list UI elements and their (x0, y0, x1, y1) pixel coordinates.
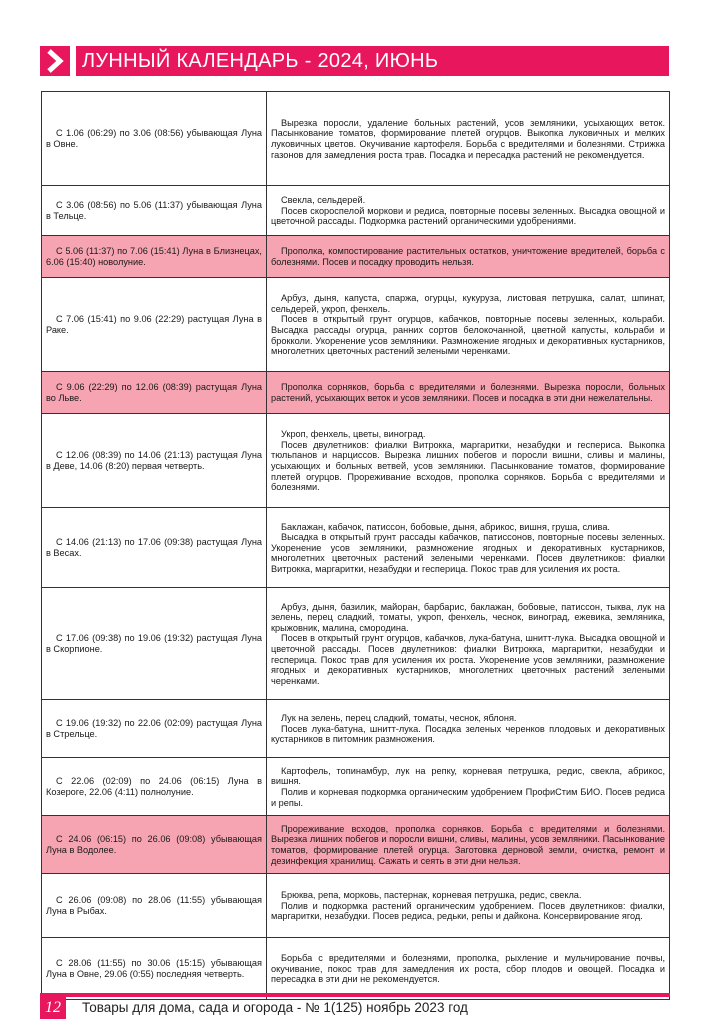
moon-period-cell: С 1.06 (06:29) по 3.06 (08:56) убывающая Луна в Овне. (42, 92, 267, 186)
moon-period-cell: С 3.06 (08:56) по 5.06 (11:37) убывающая Луна в Тельце. (42, 186, 267, 236)
recommendation-text: Картофель, топинамбур, лук на репку, корневая петрушка, редис, свекла, абрикос, вишня. (271, 765, 665, 787)
garden-work-cell (267, 92, 670, 186)
garden-work-cell (267, 816, 670, 874)
recommendation-text: Прореживание всходов, прополка сорняков. Борьба с вредителями и болезнями. Вырезка лишних побегов и поросли вишни, сливы, малины, усов земляники. Пасынкование томатов, формирование плетей огурца. Заготовка дерновой земли, очистка, ремонт и дезинфекция хранилищ. Сажать и сеять в эти дни нельзя. (271, 823, 665, 866)
calendar-row (42, 700, 670, 758)
recommendation-text: Арбуз, дыня, базилик, майоран, барбарис, баклажан, бобовые, патиссон, тыква, лук на зелень, перец сладкий, томаты, укроп, фенхель, чеснок, виноград, ежевика, земляника, крыжовник, малина, смородина. (271, 601, 665, 633)
calendar-row (42, 874, 670, 938)
calendar-row (42, 186, 670, 236)
recommendation-text: Полив и подкормка растений органическим удобрением. Посев двулетников: фиалки, маргаритки, незабудки. Посев редиса, редьки, репы и дайкона. Консервирование ягод. (271, 900, 665, 922)
recommendation-text: Свекла, сельдерей. (281, 195, 366, 206)
footer-publication-title: Товары для дома, сада и огорода - № 1(125) ноябрь 2023 год (82, 1000, 468, 1015)
moon-period-cell: С 5.06 (11:37) по 7.06 (15:41) Луна в Близнецах, 6.06 (15:40) новолуние. (42, 236, 267, 278)
recommendation-text: Прополка сорняков, борьба с вредителями и болезнями. Вырезка поросли, больных растений, усыхающих веток и усов земляники. Посев и посадка в эти дни нежелательны. (271, 382, 665, 403)
garden-work-cell (267, 236, 670, 278)
moon-period-cell: С 12.06 (08:39) по 14.06 (21:13) растущая Луна в Деве, 14.06 (8:20) первая четверть. (42, 414, 267, 508)
recommendation-text: Борьба с вредителями и болезнями, прополка, рыхление и мульчирование почвы, окучивание, покос трав для замедления их роста, сбор плодов и овощей. Посадка и пересадка в эти дни не рекомендуется. (271, 953, 665, 985)
recommendation-text: Посев лука-батуна, шнитт-лука. Посадка зеленых черенков плодовых и декоративных кустарников в питомник размножения. (271, 723, 665, 745)
moon-period-cell: С 9.06 (22:29) по 12.06 (08:39) растущая Луна во Льве. (42, 372, 267, 414)
moon-period-cell: С 26.06 (09:08) по 28.06 (11:55) убывающая Луна в Рыбах. (42, 874, 267, 938)
lunar-calendar-table (41, 91, 670, 1000)
calendar-row (42, 278, 670, 372)
page-number: 12 (40, 997, 66, 1019)
garden-work-cell (267, 874, 670, 938)
recommendation-text: Прополка, компостирование растительных остатков, уничтожение вредителей, борьба с болезнями. Посев и посадку проводить нельзя. (271, 246, 665, 267)
recommendation-text: Полив и корневая подкормка органическим удобрением ПрофиСтим БИО. Посев редиса и репы. (271, 787, 665, 808)
calendar-row (42, 372, 670, 414)
recommendation-text: Лук на зелень, перец сладкий, томаты, чеснок, яблоня. (281, 713, 517, 724)
calendar-row (42, 92, 670, 186)
calendar-row (42, 588, 670, 700)
moon-period-cell: С 24.06 (06:15) по 26.06 (09:08) убывающая Луна в Водолее. (42, 816, 267, 874)
recommendation-text: Посев в открытый грунт огурцов, кабачков, лука-батуна, шнитт-лука. Высадка овощной и цветочной рассады. Посев двулетников: фиалки Витрокка, маргаритки, незабудки и гесперица. Покос трав для усиления их роста. Укоренение усов земляники, размножение ягодных и декоративных кустарников, многолетних цветочных растений зелеными черенками. (271, 633, 665, 686)
garden-work-cell (267, 508, 670, 588)
calendar-row (42, 758, 670, 816)
moon-period-cell: С 7.06 (15:41) по 9.06 (22:29) растущая Луна в Раке. (42, 278, 267, 372)
moon-period-cell: С 28.06 (11:55) по 30.06 (15:15) убывающая Луна в Овне, 29.06 (0:55) последняя четверть. (42, 938, 267, 1000)
footer-divider (40, 993, 670, 997)
garden-work-cell (267, 588, 670, 700)
page-title: ЛУННЫЙ КАЛЕНДАРЬ - 2024, ИЮНЬ (76, 46, 669, 76)
garden-work-cell (267, 700, 670, 758)
calendar-row (42, 508, 670, 588)
recommendation-text: Укроп, фенхель, цветы, виноград. (281, 429, 426, 440)
calendar-row (42, 816, 670, 874)
moon-period-cell: С 22.06 (02:09) по 24.06 (06:15) Луна в Козероге, 22.06 (4:11) полнолуние. (42, 758, 267, 816)
moon-period-cell: С 17.06 (09:38) по 19.06 (19:32) растущая Луна в Скорпионе. (42, 588, 267, 700)
garden-work-cell (267, 278, 670, 372)
garden-work-cell (267, 186, 670, 236)
recommendation-text: Посев в открытый грунт огурцов, кабачков, повторные посевы зеленных, кольраби. Высадка рассады огурца, ранних сортов белокочанной, цветной капусты, кольраби и брокколи. Укоренение усов земляники. Размножение ягодных и декоративных кустарников, многолетних цветочных растений зелеными черенками. (271, 314, 665, 357)
recommendation-text: Высадка в открытый грунт рассады кабачков, патиссонов, повторные посевы зеленных. Укоренение усов земляники, размножение ягодных и декоративных кустарников, многолетних цветочных растений зелеными черенками. Посев двулетников: фиалки Витрокка, маргаритки, незабудки и гесперица. Покос трав для усиления их роста. (271, 532, 665, 574)
garden-work-cell (267, 414, 670, 508)
garden-work-cell (267, 372, 670, 414)
recommendation-text: Вырезка поросли, удаление больных растений, усов земляники, усыхающих веток. Пасынкование томатов, формирование плетей огурцов. Выкопка луковичных и мелких луковичных цветов. Окучивание картофеля. Борьба с вредителями и болезнями. Стрижка газонов для замедления роста трав. Посадка и пересадка растений не рекомендуется. (271, 117, 665, 160)
page-header (40, 46, 669, 76)
calendar-row (42, 236, 670, 278)
recommendation-text: Посев скороспелой моркови и редиса, повторные посевы зеленных. Высадка овощной и цветочной рассады. Подкормка растений органическими удобрениями. (271, 205, 665, 227)
calendar-row (42, 938, 670, 1000)
garden-work-cell (267, 758, 670, 816)
chevron-right-icon (40, 46, 70, 76)
recommendation-text: Баклажан, кабачок, патиссон, бобовые, дыня, абрикос, вишня, груша, слива. (281, 521, 610, 532)
recommendation-text: Посев двулетников: фиалки Витрокка, маргаритки, незабудки и геспериса. Выкопка тюльпанов и нарциссов. Вырезка лишних побегов и поросли вишни, сливы и малины, усыхающих и больных ветвей, усов земляники. Пасынкование томатов, формирование плетей огурцов. Прореживание всходов, прополка сорняков. Борьба с вредителями и болезнями. (271, 439, 665, 493)
moon-period-cell: С 14.06 (21:13) по 17.06 (09:38) растущая Луна в Весах. (42, 508, 267, 588)
recommendation-text: Брюква, репа, морковь, пастернак, корневая петрушка, редис, свекла. (281, 890, 582, 901)
calendar-row (42, 414, 670, 508)
moon-period-cell: С 19.06 (19:32) по 22.06 (02:09) растущая Луна в Стрельце. (42, 700, 267, 758)
garden-work-cell (267, 938, 670, 1000)
recommendation-text: Арбуз, дыня, капуста, спаржа, огурцы, кукуруза, листовая петрушка, салат, шпинат, сельдерей, укроп, фенхель. (271, 293, 665, 314)
